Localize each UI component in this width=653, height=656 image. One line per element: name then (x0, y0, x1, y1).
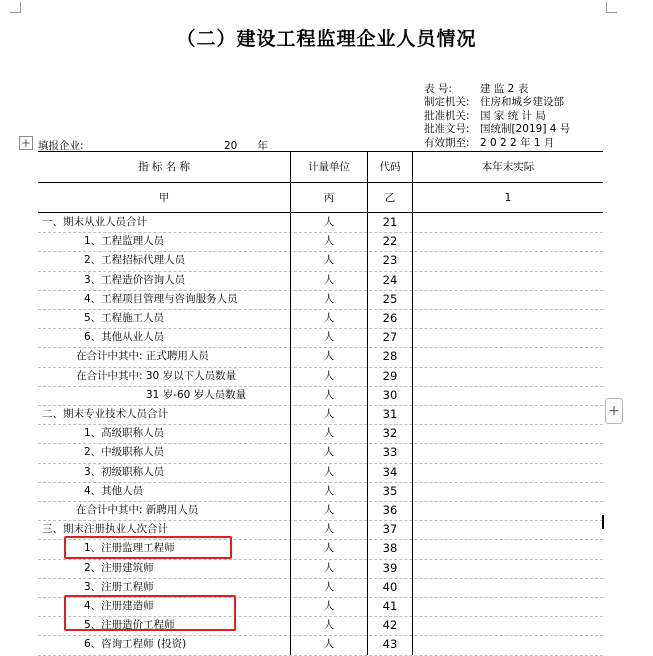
table-row (38, 386, 603, 406)
header-actual-value: 本年末实际 (412, 152, 603, 182)
code-cell: 21 (367, 213, 412, 232)
code-cell: 27 (367, 328, 412, 347)
actual-value-cell[interactable] (412, 616, 603, 635)
indicator-name-cell: 2、注册建筑师 (84, 561, 154, 574)
indicator-name-cell: 6、咨询工程师 (投资) (84, 638, 187, 651)
page-corner-mark-right (606, 2, 617, 13)
code-cell: 36 (367, 501, 412, 520)
unit-cell: 人 (290, 635, 367, 654)
indicator-name-cell: 在合计中其中: 正式聘用人员 (76, 350, 209, 363)
code-cell: 35 (367, 482, 412, 501)
indicator-name-cell: 5、工程施工人员 (84, 312, 165, 324)
unit-cell: 人 (290, 232, 367, 251)
table-move-handle-icon[interactable]: + (20, 136, 32, 150)
unit-cell: 人 (290, 520, 367, 539)
code-cell: 31 (367, 405, 412, 424)
indicator-name-cell: 5、注册造价工程师 (84, 619, 175, 632)
table-row (38, 367, 603, 387)
actual-value-cell[interactable] (412, 213, 603, 232)
unit-cell: 人 (290, 367, 367, 386)
actual-value-cell[interactable] (412, 501, 603, 520)
code-cell: 24 (367, 271, 412, 290)
unit-cell: 人 (290, 597, 367, 616)
code-cell: 25 (367, 290, 412, 309)
indicator-name-cell: 三、期末注册执业人次合计 (42, 523, 168, 536)
code-cell: 42 (367, 616, 412, 635)
unit-cell: 人 (290, 616, 367, 635)
actual-value-cell[interactable] (412, 251, 603, 270)
code-cell: 37 (367, 520, 412, 539)
unit-cell: 人 (290, 386, 367, 405)
year-suffix: 年 (257, 140, 268, 152)
table-row (38, 271, 603, 291)
actual-value-cell[interactable] (412, 405, 603, 424)
unit-cell: 人 (290, 347, 367, 366)
meta-value: 2 0 2 2 年 1 月 (480, 136, 555, 149)
code-cell: 29 (367, 367, 412, 386)
actual-value-cell[interactable] (412, 367, 603, 386)
table-row (38, 251, 603, 271)
unit-cell: 人 (290, 482, 367, 501)
subheader-code: 乙 (367, 183, 412, 212)
unit-cell: 人 (290, 405, 367, 424)
unit-cell: 人 (290, 539, 367, 558)
unit-cell: 人 (290, 463, 367, 482)
table-row (38, 482, 603, 502)
indicator-name-cell: 在合计中其中: 30 岁以下人员数量 (76, 369, 237, 382)
indicator-name-cell: 在合计中其中: 新聘用人员 (76, 504, 199, 516)
actual-value-cell[interactable] (412, 328, 603, 347)
actual-value-cell[interactable] (412, 309, 603, 328)
actual-value-cell[interactable] (412, 424, 603, 443)
unit-cell: 人 (290, 424, 367, 443)
code-cell: 23 (367, 251, 412, 270)
subheader-name: 甲 (158, 192, 170, 204)
subheader-value: 1 (412, 183, 603, 212)
unit-cell: 人 (290, 309, 367, 328)
code-cell: 33 (367, 443, 412, 462)
table-row (38, 347, 603, 367)
table-row (38, 213, 603, 233)
actual-value-cell[interactable] (412, 463, 603, 482)
indicator-name-cell: 4、其他人员 (84, 484, 144, 497)
actual-value-cell[interactable] (412, 232, 603, 251)
code-cell: 38 (367, 539, 412, 558)
meta-row-issuer (424, 96, 570, 109)
code-cell: 30 (367, 386, 412, 405)
actual-value-cell[interactable] (412, 443, 603, 462)
actual-value-cell[interactable] (412, 347, 603, 366)
subheader-unit: 丙 (290, 183, 367, 212)
indicator-name-cell: 一、期末从业人员合计 (42, 216, 147, 228)
indicator-name-cell: 4、注册建造师 (84, 600, 154, 612)
enterprise-label: 填报企业: (38, 140, 84, 152)
unit-cell: 人 (290, 251, 367, 270)
unit-cell: 人 (290, 271, 367, 290)
indicator-name-cell: 二、期末专业技术人员合计 (42, 408, 168, 420)
indicator-name-cell: 2、中级职称人员 (84, 446, 165, 459)
actual-value-cell[interactable] (412, 290, 603, 309)
table-subheader-row (38, 183, 603, 213)
highlight-box (64, 536, 232, 559)
indicator-name-cell: 2、工程招标代理人员 (84, 254, 186, 267)
unit-cell: 人 (290, 443, 367, 462)
indicator-name-cell: 31 岁-60 岁人员数量 (146, 388, 247, 401)
actual-value-cell[interactable] (412, 482, 603, 501)
actual-value-cell[interactable] (412, 386, 603, 405)
indicator-name-cell: 3、初级职称人员 (84, 465, 165, 478)
meta-label: 批准文号: (424, 123, 470, 136)
code-cell: 28 (367, 347, 412, 366)
unit-cell: 人 (290, 501, 367, 520)
meta-row-approval-number (424, 123, 570, 136)
meta-label: 有效期至: (424, 136, 470, 149)
meta-value: 住房和城乡建设部 (480, 96, 564, 109)
table-row (38, 405, 603, 425)
meta-value: 国 家 统 计 局 (480, 109, 546, 122)
unit-cell: 人 (290, 559, 367, 578)
header-indicator-name: 指 标 名 称 (137, 161, 190, 173)
indicator-name-cell: 1、注册监理工程师 (84, 542, 175, 555)
indicator-name-cell: 4、工程项目管理与咨询服务人员 (84, 292, 238, 305)
code-cell: 39 (367, 559, 412, 578)
actual-value-cell[interactable] (412, 559, 603, 578)
meta-row-valid-until (424, 137, 570, 150)
code-cell: 34 (367, 463, 412, 482)
unit-cell: 人 (290, 328, 367, 347)
meta-value: 国统制[2019] 4 号 (480, 123, 571, 136)
add-column-icon[interactable]: + (605, 398, 623, 424)
page-title: （二）建设工程监理企业人员情况 (176, 28, 477, 50)
code-cell: 41 (367, 597, 412, 616)
meta-row-form-number (424, 83, 570, 96)
table-row (38, 232, 603, 252)
indicator-name-cell: 3、工程造价咨询人员 (84, 273, 186, 286)
unit-cell: 人 (290, 290, 367, 309)
actual-value-cell[interactable] (412, 597, 603, 616)
code-cell: 40 (367, 578, 412, 597)
unit-cell: 人 (290, 578, 367, 597)
code-cell: 22 (367, 232, 412, 251)
table-row (38, 463, 603, 483)
meta-row-approver (424, 110, 570, 123)
actual-value-cell[interactable] (412, 635, 603, 654)
table-row (38, 559, 603, 579)
form-metadata (424, 83, 570, 150)
indicator-name-cell: 1、高级职称人员 (84, 427, 165, 440)
meta-label: 表 号: (424, 83, 452, 95)
highlight-box (64, 595, 236, 631)
statistics-table (38, 151, 603, 652)
actual-value-cell[interactable] (412, 578, 603, 597)
meta-value: 建 监 2 表 (480, 83, 529, 95)
table-row (38, 309, 603, 329)
text-cursor (602, 515, 604, 529)
code-cell: 43 (367, 635, 412, 654)
table-row (38, 443, 603, 463)
header-unit: 计量单位 (290, 152, 367, 182)
table-row (38, 290, 603, 310)
indicator-name-cell: 1、工程监理人员 (84, 235, 165, 248)
table-row (38, 424, 603, 444)
actual-value-cell[interactable] (412, 520, 603, 539)
page-corner-mark-left (10, 2, 21, 13)
table-row (38, 328, 603, 348)
year-prefix: 20 (224, 140, 238, 152)
meta-label: 批准机关: (424, 109, 470, 122)
table-header-row (38, 152, 603, 183)
actual-value-cell[interactable] (412, 271, 603, 290)
code-cell: 26 (367, 309, 412, 328)
header-code: 代码 (367, 152, 412, 182)
meta-label: 制定机关: (424, 96, 470, 109)
indicator-name-cell: 6、其他从业人员 (84, 331, 165, 344)
indicator-name-cell: 3、注册工程师 (84, 580, 154, 593)
code-cell: 32 (367, 424, 412, 443)
table-row (38, 501, 603, 521)
unit-cell: 人 (290, 213, 367, 232)
table-row (38, 635, 603, 655)
actual-value-cell[interactable] (412, 539, 603, 558)
